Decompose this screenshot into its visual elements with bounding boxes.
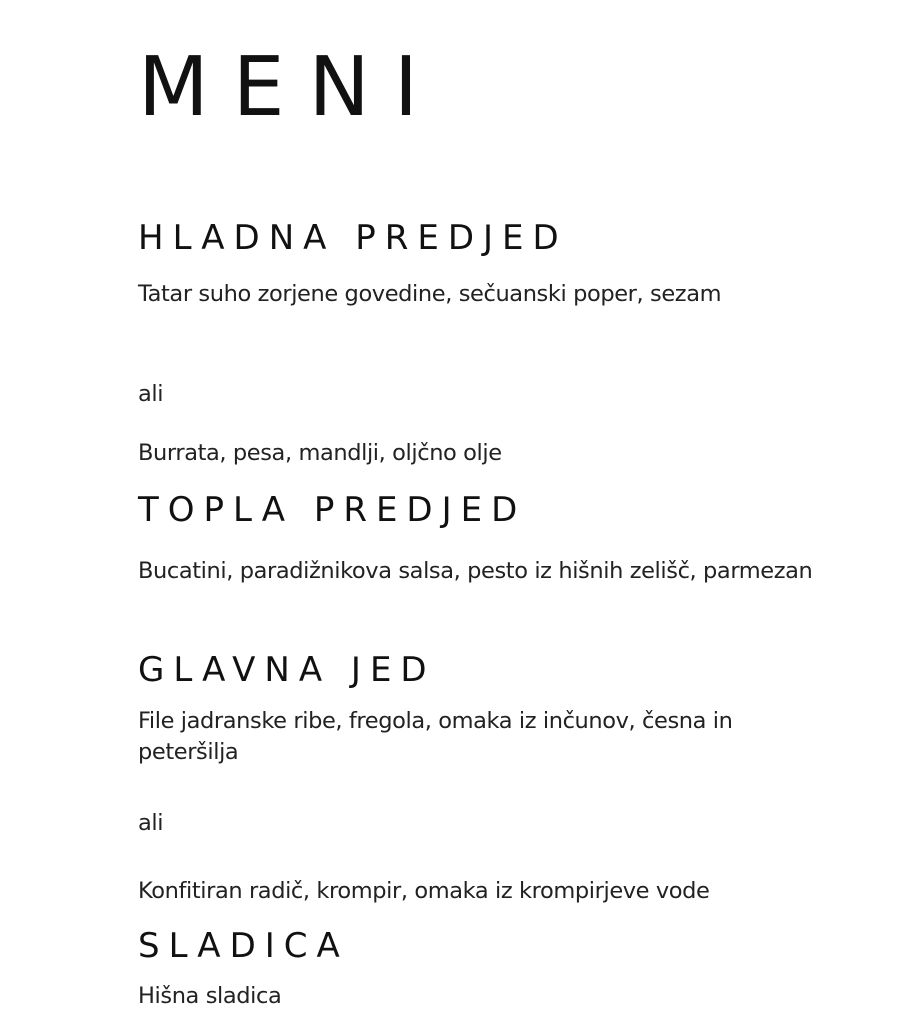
menu-item-or-separator: ali (138, 381, 164, 407)
section-heading-warm-starter: TOPLA PREDJED (138, 490, 527, 530)
page-title: MENI (138, 40, 443, 135)
menu-item-confit-radicchio: Konfitiran radič, krompir, omaka iz krompirjeve vode (138, 878, 710, 904)
menu-item-house-dessert: Hišna sladica (138, 983, 282, 1009)
section-heading-cold-starter: HLADNA PREDJED (138, 218, 568, 258)
menu-item-burrata: Burrata, pesa, mandlji, oljčno olje (138, 440, 502, 466)
section-heading-main-course: GLAVNA JED (138, 650, 436, 690)
menu-item-bucatini: Bucatini, paradižnikova salsa, pesto iz hišnih zelišč, parmezan (138, 558, 813, 584)
menu-item-beef-tartare: Tatar suho zorjene govedine, sečuanski poper, sezam (138, 281, 722, 307)
menu-item-fish-fillet: File jadranske ribe, fregola, omaka iz inčunov, česna in peteršilja (138, 708, 733, 765)
section-heading-dessert: SLADICA (138, 926, 349, 966)
menu-item-or-separator: ali (138, 810, 164, 836)
